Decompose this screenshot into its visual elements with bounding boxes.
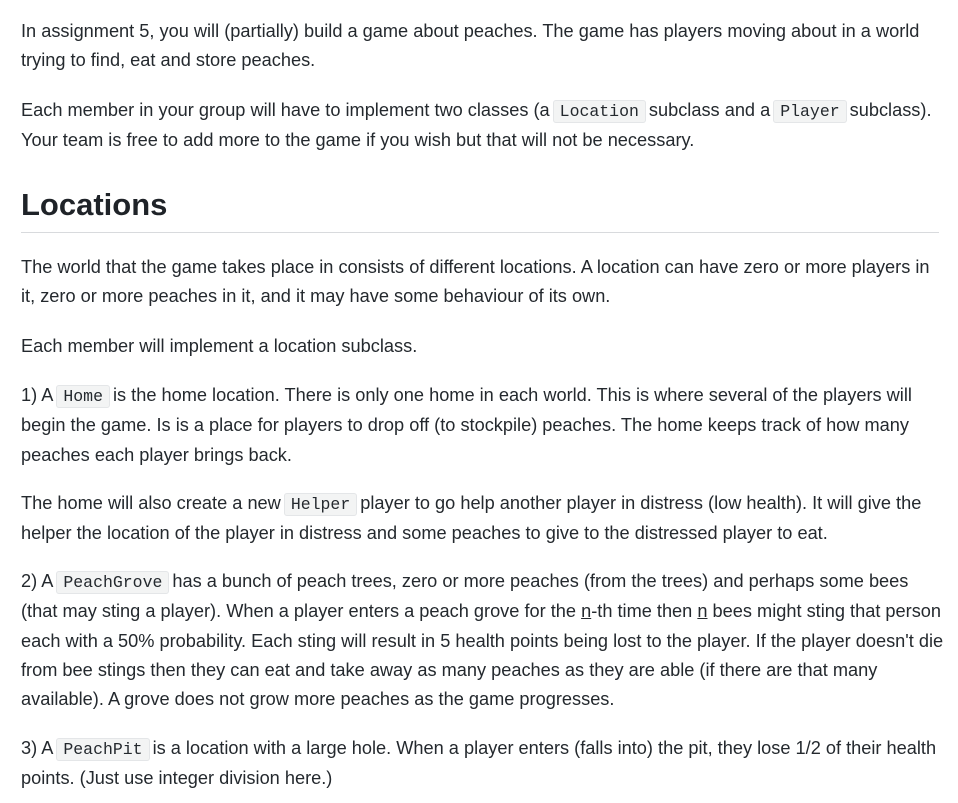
home-text: is the home location. There is only one home in each world. This is where several of the players will begin the game. Is is a place for players to drop off (to stockpile) peaches. The home keeps track of how many peaches each player brings back. [21,385,912,465]
locations-paragraph-2: Each member will implement a location subclass. [21,336,418,356]
home-paragraph [21,381,946,470]
home-text: 1) A [21,385,54,405]
grove-paragraph [21,567,946,714]
grove-text: -th time then [591,601,693,622]
helper-text: The home will also create a new [21,493,281,513]
locations-heading: Locations [21,187,168,222]
helper-paragraph [21,489,946,549]
pit-paragraph [21,734,946,794]
grove-text: has a bunch of peach trees, zero or more peaches (from the trees) and perhaps some bees (that may sting a player). When a player enters a peach grove for the [21,571,909,622]
code-helper: Helper [284,493,357,516]
intro-text: subclass). Your team is free to add more to the game if you wish but that will not be necessary. [21,100,932,151]
intro-text: Each member in your group will have to implement two classes (a [21,100,550,120]
heading-divider [21,232,939,233]
grove-text: 2) A [21,571,54,591]
code-peachgrove: PeachGrove [56,571,169,594]
intro-text: subclass and a [648,100,771,120]
code-location: Location [553,100,646,123]
intro-paragraph-2 [21,96,946,156]
grove-n: n [581,601,592,622]
code-player: Player [773,100,846,123]
helper-text: player to go help another player in distress (low health). It will give the helper the location of the player in distress and some peaches to give to the distressed player to eat. [21,493,922,544]
code-peachpit: PeachPit [56,738,149,761]
grove-n: n [697,601,708,622]
locations-paragraph-1: The world that the game takes place in consists of different locations. A location can have zero or more players in it, zero or more peaches in it, and it may have some behaviour of its own. [21,257,930,307]
code-home: Home [56,385,110,408]
pit-text: is a location with a large hole. When a player enters (falls into) the pit, they lose 1/2 of their health points. (Just use integer division here.) [21,738,937,789]
grove-text: bees might sting that person each with a 50% probability. Each sting will result in 5 health points being lost to the player. If the player doesn't die from bee stings then they can eat and take away as many peaches as they are able (if there are that many available). A grove does not grow more peaches as the game progresses. [21,601,944,710]
pit-text: 3) A [21,738,54,758]
intro-paragraph-1: In assignment 5, you will (partially) build a game about peaches. The game has players moving about in a world trying to find, eat and store peaches. [21,21,920,71]
